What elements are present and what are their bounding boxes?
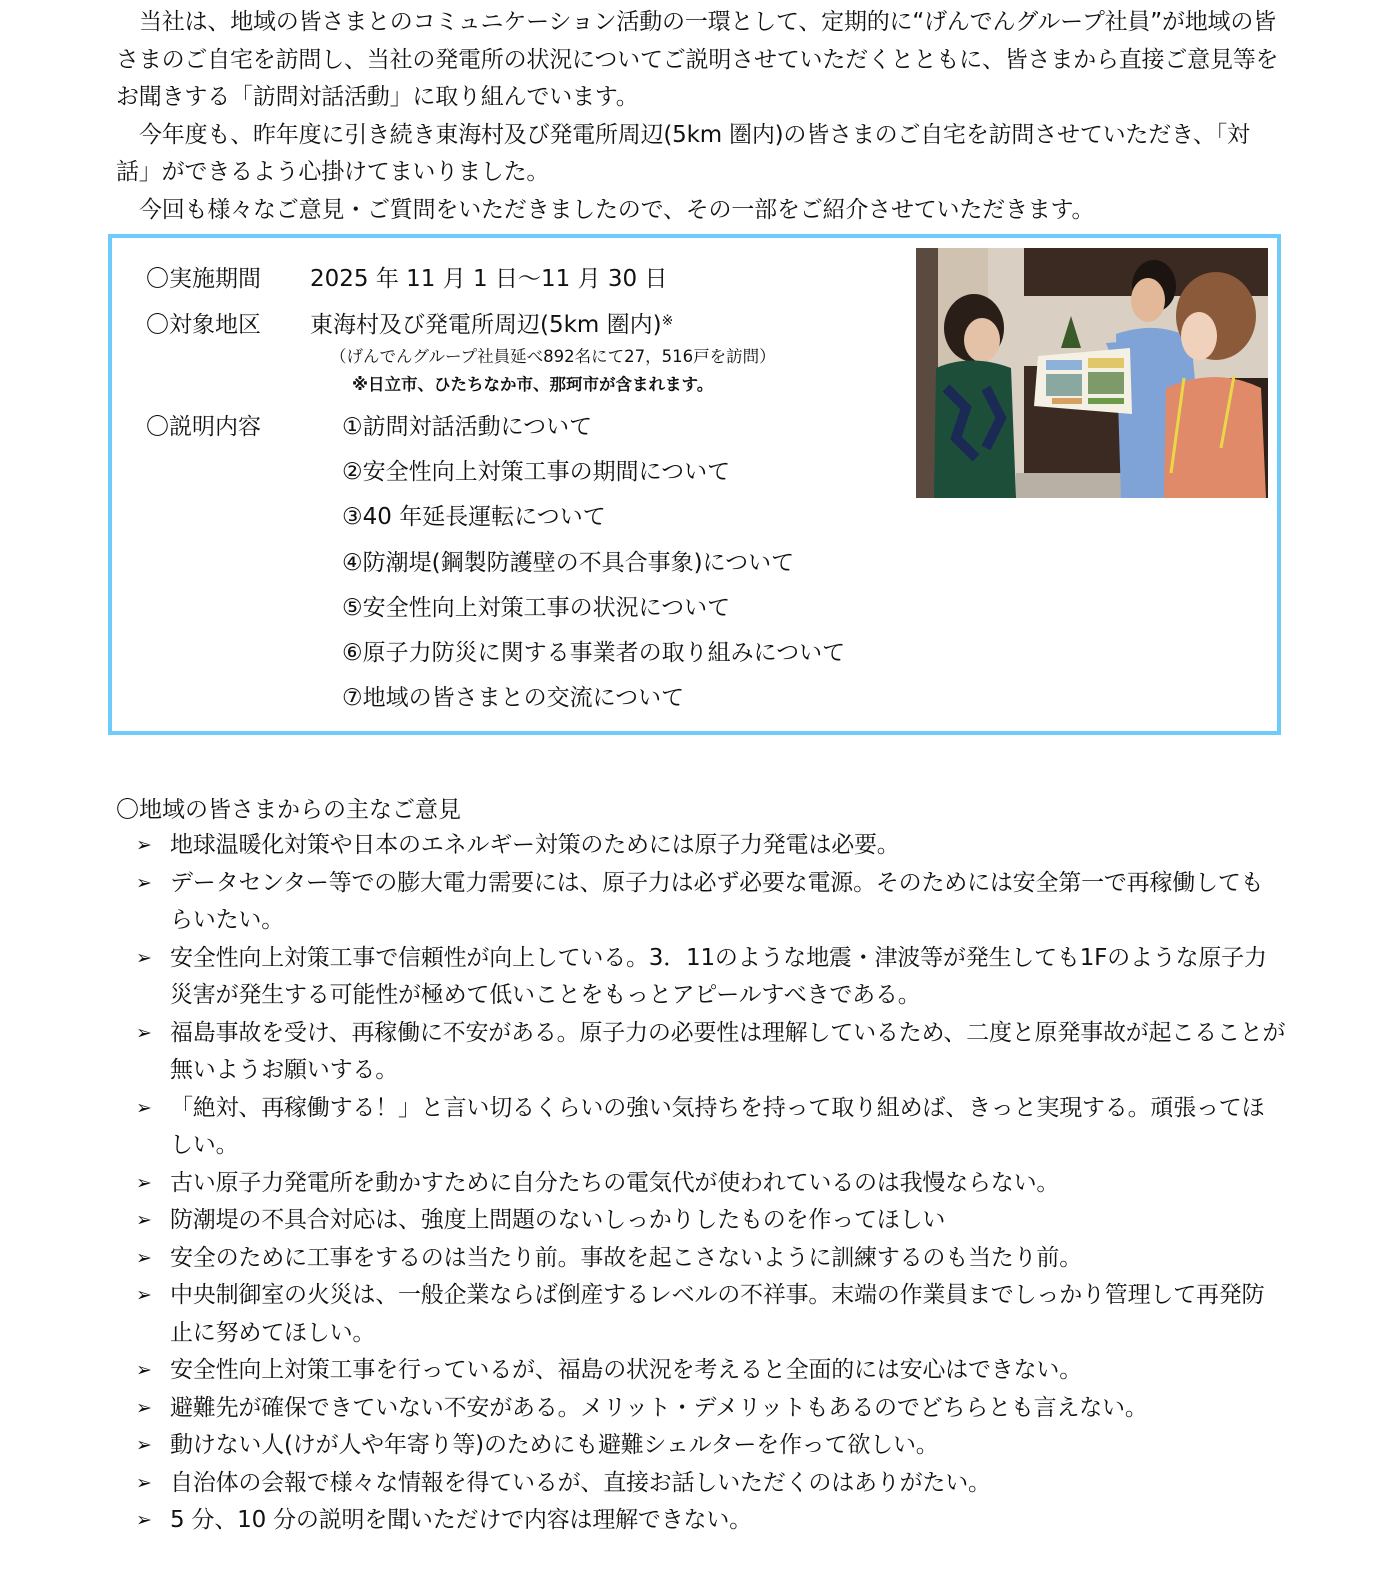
arrow-bullet-icon: ➢ (136, 1021, 152, 1044)
activity-info-box (108, 234, 1281, 735)
opinion-item (116, 1090, 1286, 1165)
arrow-bullet-icon: ➢ (136, 871, 152, 894)
topic-item: ⑥原子力防災に関する事業者の取り組みについて (342, 640, 846, 666)
opinion-text: 中央制御室の火災は、一般企業ならば倒産するレベルの不祥事。末端の作業員までしっかり管理して再発防止に努めてほしい。 (170, 1282, 1265, 1346)
intro-section (116, 4, 1281, 229)
opinion-text: 自治体の会報で様々な情報を得ているが、直接お話しいただくのはありがたい。 (170, 1469, 991, 1496)
opinion-text: 動けない人(けが人や年寄り等)のためにも避難シェルターを作って欲しい。 (170, 1432, 939, 1458)
opinion-item (116, 1240, 1286, 1278)
opinion-item (116, 1015, 1286, 1090)
arrow-bullet-icon: ➢ (136, 1434, 152, 1456)
opinion-text: 安全のために工事をするのは当たり前。事故を起こさないように訓練するのも当たり前。 (170, 1244, 1082, 1271)
opinion-item (116, 1465, 1286, 1503)
arrow-bullet-icon: ➢ (136, 946, 152, 969)
topic-item: ④防潮堤(鋼製防護壁の不具合事象)について (342, 550, 795, 576)
opinion-item (116, 1427, 1286, 1465)
area-row (146, 310, 673, 340)
arrow-bullet-icon: ➢ (136, 1284, 152, 1306)
period-row (146, 264, 667, 294)
arrow-bullet-icon: ➢ (136, 1096, 152, 1119)
opinion-item (116, 1502, 1286, 1540)
opinion-item (116, 1277, 1286, 1352)
opinion-text: データセンター等での膨大電力需要には、原子力は必ず必要な電源。そのためには安全第一で再稼働してもらいたい。 (170, 869, 1264, 933)
topic-item: ⑦地域の皆さまとの交流について (342, 685, 685, 711)
topic-item: ③40 年延長運転について (342, 504, 606, 530)
opinion-text: 避難先が確保できていない不安がある。メリット・デメリットもあるのでどちらとも言えない。 (170, 1394, 1148, 1421)
area-label: 〇対象地区 (146, 312, 261, 338)
arrow-bullet-icon: ➢ (136, 1171, 152, 1194)
visit-photo (916, 248, 1268, 498)
arrow-bullet-icon: ➢ (136, 1359, 152, 1381)
opinion-text: 古い原子力発電所を動かすために自分たちの電気代が使われているのは我慢ならない。 (170, 1169, 1060, 1196)
opinion-item (116, 1390, 1286, 1428)
opinions-list (116, 827, 1286, 1540)
topic-item: ②安全性向上対策工事の期間について (342, 459, 731, 485)
period-label: 〇実施期間 (146, 266, 261, 292)
opinion-item (116, 827, 1286, 865)
opinion-item (116, 1352, 1286, 1390)
arrow-bullet-icon: ➢ (136, 1209, 152, 1231)
area-value: 東海村及び発電所周辺(5km 圏内) (310, 312, 662, 338)
topic-item: ⑤安全性向上対策工事の状況について (342, 595, 731, 621)
cities-note: ※日立市、ひたちなか市、那珂市が含まれます。 (352, 375, 714, 394)
intro-paragraph: 当社は、地域の皆さまとのコミュニケーション活動の一環として、定期的に“げんでんグループ社員”が地域の皆さまのご自宅を訪問し、当社の発電所の状況についてご説明させていただくとともに、皆さまから直接ご意見等をお聞きする「訪問対話活動」に取り組んでいます。 (116, 9, 1279, 110)
opinion-text: 安全性向上対策工事で信頼性が向上している。3．11のような地震・津波等が発生しても1Fのような原子力災害が発生する可能性が極めて低いことをもっとアピールすべきである。 (170, 944, 1267, 1008)
topics-label: 〇説明内容 (146, 414, 261, 440)
opinion-text: 地球温暖化対策や日本のエネルギー対策のためには原子力発電は必要。 (170, 832, 900, 858)
arrow-bullet-icon: ➢ (136, 1509, 152, 1531)
topic-item: ①訪問対話活動について (342, 414, 593, 440)
opinion-text: 5 分、10 分の説明を聞いただけで内容は理解できない。 (170, 1507, 752, 1533)
opinion-item (116, 940, 1286, 1015)
arrow-bullet-icon: ➢ (136, 834, 152, 856)
opinion-text: 「絶対、再稼働する！」と言い切るくらいの強い気持ちを持って取り組めば、きっと実現する。頑張ってほしい。 (170, 1094, 1265, 1158)
opinion-text: 防潮堤の不具合対応は、強度上問題のないしっかりしたものを作ってほしい (170, 1207, 946, 1233)
visits-note: （げんでんグループ社員延べ892名にて27，516戸を訪問） (330, 347, 776, 366)
opinion-text: 福島事故を受け、再稼働に不安がある。原子力の必要性は理解しているため、二度と原発事故が起こることが無いようお願いする。 (170, 1019, 1286, 1083)
arrow-bullet-icon: ➢ (136, 1246, 152, 1269)
topics-row (146, 412, 310, 442)
opinion-item (116, 865, 1286, 940)
opinion-item (116, 1202, 1286, 1240)
opinions-section (116, 793, 1286, 1540)
arrow-bullet-icon: ➢ (136, 1396, 152, 1419)
intro-paragraph: 今年度も、昨年度に引き続き東海村及び発電所周辺(5km 圏内)の皆さまのご自宅を訪問させていただき、「対話」ができるよう心掛けてまいりました。 (116, 121, 1250, 185)
footnote-mark: ※ (661, 313, 674, 329)
period-value: 2025 年 11 月 1 日～11 月 30 日 (310, 266, 668, 292)
opinions-heading: 〇地域の皆さまからの主なご意見 (116, 797, 461, 823)
opinion-text: 安全性向上対策工事を行っているが、福島の状況を考えると全面的には安心はできない。 (170, 1357, 1083, 1383)
intro-paragraph: 今回も様々なご意見・ご質問をいただきましたので、その一部をご紹介させていただきます。 (139, 196, 1095, 223)
arrow-bullet-icon: ➢ (136, 1471, 152, 1494)
opinion-item (116, 1165, 1286, 1203)
